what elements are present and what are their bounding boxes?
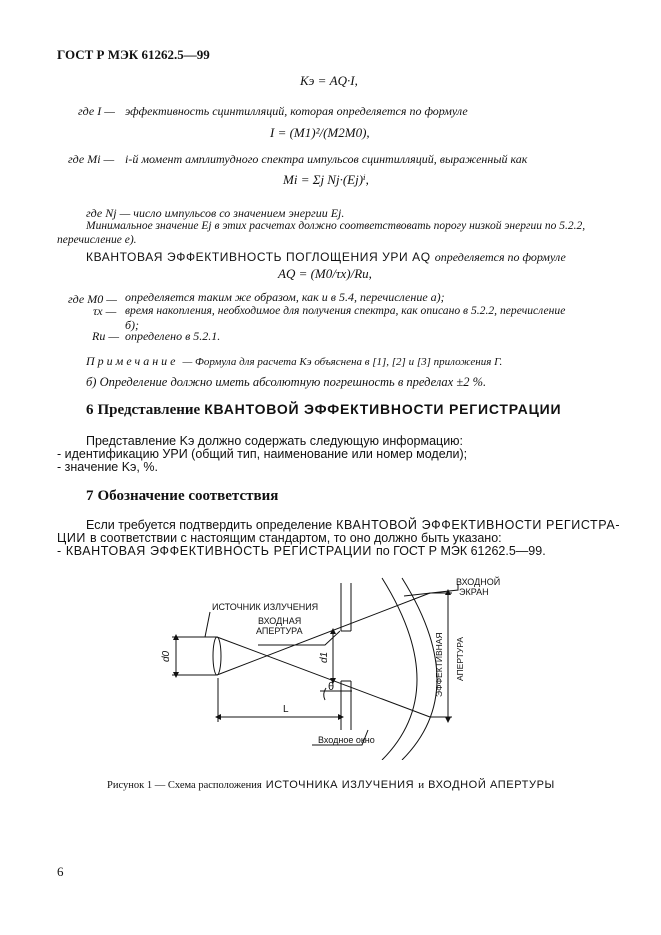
aq-line xyxy=(86,248,566,266)
label-source: ИСТОЧНИК ИЗЛУЧЕНИЯ xyxy=(212,602,319,612)
def-min-line2: перечисление е). xyxy=(57,234,137,246)
caption-caps2: ВХОДНОЙ АПЕРТУРЫ xyxy=(428,779,555,791)
section6-intro: Представление Kэ должно содержать следующую информацию: xyxy=(86,434,464,448)
section6-number: 6 xyxy=(86,402,94,418)
section7-line2-plain: в соответствии с настоящим стандартом, то оно должно быть указано: xyxy=(90,531,502,545)
ray-1 xyxy=(217,637,430,717)
def-tx-text2: б); xyxy=(125,318,140,332)
label-L: L xyxy=(283,704,289,715)
formula-i: I = (M1)²/(M2M0), xyxy=(270,125,370,140)
caption-caps1: ИСТОЧНИКА ИЗЛУЧЕНИЯ xyxy=(265,779,415,791)
section7-title: Обозначение соответствия xyxy=(97,488,279,504)
section7-heading xyxy=(86,487,278,505)
page-header: ГОСТ Р МЭК 61262.5—99 xyxy=(57,47,210,62)
leader-source xyxy=(205,612,210,637)
caption-plain: Рисунок 1 — Схема расположения xyxy=(107,780,262,791)
def-nj: где Nj — число импульсов со значением энергии Ej. xyxy=(86,206,345,220)
def-tx-text1: время накопления, необходимое для получения спектра, как описано в 5.2.2, перечисление xyxy=(125,304,566,317)
figure-caption xyxy=(107,775,555,793)
section6-bullet-1: - идентификацию УРИ (общий тип, наименование или номер модели); xyxy=(57,447,468,461)
section6-heading xyxy=(86,401,561,419)
theta-arc xyxy=(324,688,326,700)
note xyxy=(86,352,502,370)
def-m0-term: где M0 — xyxy=(68,292,117,306)
def-i-term: где I — xyxy=(78,104,115,118)
section7-line3-caps: - КВАНТОВАЯ ЭФФЕКТИВНОСТЬ РЕГИСТРАЦИИ xyxy=(57,544,372,558)
def-ru-text: определено в 5.2.1. xyxy=(125,329,221,343)
formula-ke: Kэ = AQ·I, xyxy=(300,73,358,88)
label-screen-1: ВХОДНОЙ xyxy=(456,577,501,587)
figure-diagram xyxy=(0,560,661,760)
section6-title-caps: КВАНТОВОЙ ЭФФЕКТИВНОСТИ РЕГИСТРАЦИИ xyxy=(204,401,562,417)
section7-line2-caps: ЦИИ xyxy=(57,531,87,545)
def-m0-text: определяется таким же образом, как и в 5.4, перечисление а); xyxy=(125,290,445,304)
def-tx-term: τx — xyxy=(93,304,117,318)
source-end xyxy=(213,637,221,675)
formula-mi: Mi = Σj Nj·(Ej)ⁱ, xyxy=(283,172,369,187)
section7-line1-plain: Если требуется подтвердить определение xyxy=(86,518,333,532)
label-theta: θ xyxy=(328,681,335,693)
def-mi-term: где Mi — xyxy=(68,152,115,166)
screen-arc-inner xyxy=(382,578,417,760)
screen-arc-outer xyxy=(402,578,437,760)
caption-and: и xyxy=(418,779,425,791)
def-min-line1: Минимальное значение Ej в этих расчетах должно соответствовать порогу низкой энергии по 5.2.2, xyxy=(86,220,586,232)
note-label: Примечание xyxy=(86,354,179,368)
section7-number: 7 xyxy=(86,488,94,504)
label-aperture-1: ВХОДНАЯ xyxy=(258,616,302,626)
label-window: Входное окно xyxy=(318,735,375,745)
def-ru-term: Ru — xyxy=(92,329,119,343)
section6-title-plain: Представление xyxy=(97,402,201,418)
def-mi-text: i-й момент амплитудного спектра импульсов сцинтилляций, выраженный как xyxy=(125,152,528,166)
label-aperture-2: АПЕРТУРА xyxy=(256,626,303,636)
formula-aq: AQ = (M0/τx)/Ru, xyxy=(278,266,372,281)
section6-bullet-2: - значение Kэ, %. xyxy=(57,460,158,474)
label-screen-2: ЭКРАН xyxy=(459,587,489,597)
label-eff-1: ЭФФЕКТИВНАЯ xyxy=(434,632,444,697)
label-d1: d1 xyxy=(319,651,330,663)
leader-screen xyxy=(404,584,458,596)
section7-line1-caps: КВАНТОВОЙ ЭФФЕКТИВНОСТИ РЕГИСТРА- xyxy=(336,518,621,532)
label-eff-2: АПЕРТУРА xyxy=(455,636,465,681)
note-text: — Формула для расчета Kэ объяснена в [1], [2] и [3] приложения Г. xyxy=(182,356,503,368)
label-d0: d0 xyxy=(161,650,172,662)
def-i-text: эффективность сцинтилляций, которая определяется по формуле xyxy=(125,104,468,118)
page-number: 6 xyxy=(57,864,64,879)
aq-tail: определяется по формуле xyxy=(434,250,566,264)
item-b: б) Определение должно иметь абсолютную погрешность в пределах ±2 %. xyxy=(86,375,487,389)
aq-caps: КВАНТОВАЯ ЭФФЕКТИВНОСТЬ ПОГЛОЩЕНИЯ УРИ AQ xyxy=(86,250,431,264)
section7-line3-plain: по ГОСТ Р МЭК 61262.5—99. xyxy=(375,544,546,558)
section7-line3 xyxy=(57,542,546,560)
